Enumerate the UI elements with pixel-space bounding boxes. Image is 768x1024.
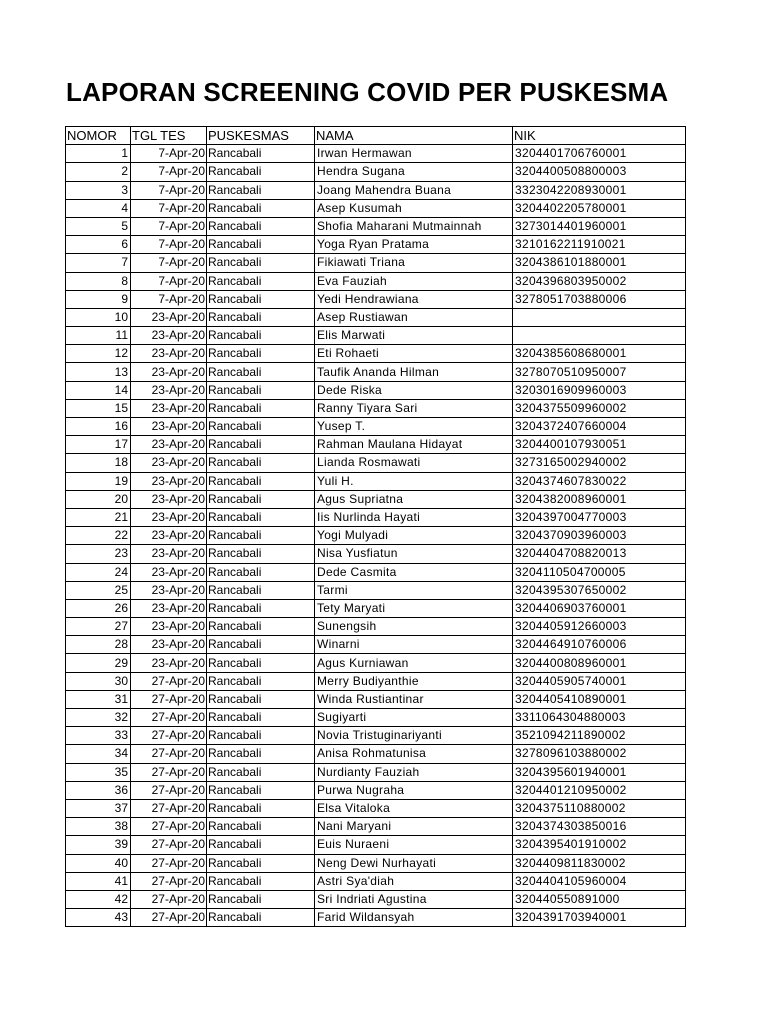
row-nomor: 39: [66, 836, 131, 854]
row-nomor: 18: [66, 454, 131, 472]
row-tgl-tes: 23-Apr-20: [131, 472, 207, 490]
row-nama: Ranny Tiyara Sari: [315, 399, 513, 417]
row-nik: 3204110504700005: [513, 563, 686, 581]
row-puskesmas: Rancabali: [207, 290, 315, 308]
table-row: [66, 763, 686, 781]
row-nik: 3204375110880002: [513, 799, 686, 817]
row-nomor: 10: [66, 308, 131, 326]
row-nik: [513, 327, 686, 345]
row-nomor: 14: [66, 381, 131, 399]
row-puskesmas: Rancabali: [207, 763, 315, 781]
row-nik: 3204370903960003: [513, 527, 686, 545]
row-tgl-tes: 23-Apr-20: [131, 654, 207, 672]
table-row: [66, 799, 686, 817]
row-nik: 3278096103880002: [513, 745, 686, 763]
row-nama: Asep Rustiawan: [315, 308, 513, 326]
row-nik: 3521094211890002: [513, 727, 686, 745]
table-row: [66, 345, 686, 363]
row-tgl-tes: 27-Apr-20: [131, 672, 207, 690]
header-nik: NIK: [513, 127, 686, 145]
table-body: [66, 145, 686, 927]
row-puskesmas: Rancabali: [207, 599, 315, 617]
row-tgl-tes: 7-Apr-20: [131, 236, 207, 254]
row-nomor: 19: [66, 472, 131, 490]
row-nik: 3204409811830002: [513, 854, 686, 872]
row-nomor: 21: [66, 508, 131, 526]
row-puskesmas: Rancabali: [207, 854, 315, 872]
row-puskesmas: Rancabali: [207, 799, 315, 817]
row-tgl-tes: 23-Apr-20: [131, 436, 207, 454]
row-puskesmas: Rancabali: [207, 181, 315, 199]
row-nomor: 4: [66, 199, 131, 217]
row-nik: 3204401706760001: [513, 145, 686, 163]
row-puskesmas: Rancabali: [207, 490, 315, 508]
row-nomor: 23: [66, 545, 131, 563]
row-nik: 3204375509960002: [513, 399, 686, 417]
row-nomor: 2: [66, 163, 131, 181]
table-row: [66, 418, 686, 436]
row-nomor: 25: [66, 581, 131, 599]
table-row: [66, 472, 686, 490]
row-puskesmas: Rancabali: [207, 418, 315, 436]
table-row: [66, 636, 686, 654]
row-puskesmas: Rancabali: [207, 618, 315, 636]
table-row: [66, 199, 686, 217]
header-tgl-tes: TGL TES: [131, 127, 207, 145]
row-nama: Taufik Ananda Hilman: [315, 363, 513, 381]
row-nik: 320440550891000: [513, 890, 686, 908]
table-row: [66, 818, 686, 836]
row-puskesmas: Rancabali: [207, 818, 315, 836]
row-nama: Yedi Hendrawiana: [315, 290, 513, 308]
row-nama: Eti Rohaeti: [315, 345, 513, 363]
row-puskesmas: Rancabali: [207, 254, 315, 272]
row-nama: Sunengsih: [315, 618, 513, 636]
row-puskesmas: Rancabali: [207, 308, 315, 326]
row-puskesmas: Rancabali: [207, 381, 315, 399]
row-nomor: 9: [66, 290, 131, 308]
row-puskesmas: Rancabali: [207, 745, 315, 763]
row-nik: 3204395401910002: [513, 836, 686, 854]
row-nomor: 20: [66, 490, 131, 508]
table-row: [66, 854, 686, 872]
table-row: [66, 508, 686, 526]
header-row: [66, 127, 686, 145]
row-nama: Yuli H.: [315, 472, 513, 490]
table-row: [66, 654, 686, 672]
row-nomor: 24: [66, 563, 131, 581]
row-tgl-tes: 23-Apr-20: [131, 618, 207, 636]
row-tgl-tes: 23-Apr-20: [131, 545, 207, 563]
header-nama: NAMA: [315, 127, 513, 145]
row-nama: Novia Tristuginariyanti: [315, 727, 513, 745]
row-puskesmas: Rancabali: [207, 672, 315, 690]
row-tgl-tes: 27-Apr-20: [131, 890, 207, 908]
row-tgl-tes: 7-Apr-20: [131, 163, 207, 181]
row-tgl-tes: 23-Apr-20: [131, 599, 207, 617]
row-nomor: 11: [66, 327, 131, 345]
row-puskesmas: Rancabali: [207, 217, 315, 235]
table-row: [66, 727, 686, 745]
row-nik: 3204401210950002: [513, 781, 686, 799]
row-nik: 3204402205780001: [513, 199, 686, 217]
row-tgl-tes: 27-Apr-20: [131, 709, 207, 727]
row-puskesmas: Rancabali: [207, 236, 315, 254]
row-nik: 3204386101880001: [513, 254, 686, 272]
row-tgl-tes: 23-Apr-20: [131, 454, 207, 472]
row-nama: Tarmi: [315, 581, 513, 599]
row-tgl-tes: 23-Apr-20: [131, 308, 207, 326]
table-row: [66, 399, 686, 417]
row-nomor: 36: [66, 781, 131, 799]
row-nama: Lianda Rosmawati: [315, 454, 513, 472]
row-nama: Asep Kusumah: [315, 199, 513, 217]
table-row: [66, 327, 686, 345]
row-tgl-tes: 23-Apr-20: [131, 381, 207, 399]
row-tgl-tes: 23-Apr-20: [131, 508, 207, 526]
row-tgl-tes: 27-Apr-20: [131, 818, 207, 836]
table-row: [66, 436, 686, 454]
row-tgl-tes: 27-Apr-20: [131, 799, 207, 817]
screening-table: [65, 126, 686, 927]
row-nik: 3204374607830022: [513, 472, 686, 490]
row-nomor: 31: [66, 690, 131, 708]
table-row: [66, 181, 686, 199]
row-nik: 3204400107930051: [513, 436, 686, 454]
row-nik: 3204405410890001: [513, 690, 686, 708]
row-nomor: 33: [66, 727, 131, 745]
row-puskesmas: Rancabali: [207, 690, 315, 708]
header-puskesmas: PUSKESMAS: [207, 127, 315, 145]
row-nomor: 29: [66, 654, 131, 672]
row-puskesmas: Rancabali: [207, 654, 315, 672]
row-puskesmas: Rancabali: [207, 508, 315, 526]
row-nik: 3204397004770003: [513, 508, 686, 526]
row-nama: Yusep T.: [315, 418, 513, 436]
row-puskesmas: Rancabali: [207, 527, 315, 545]
row-tgl-tes: 27-Apr-20: [131, 872, 207, 890]
row-tgl-tes: 23-Apr-20: [131, 563, 207, 581]
table-row: [66, 599, 686, 617]
row-nik: 3204395601940001: [513, 763, 686, 781]
row-puskesmas: Rancabali: [207, 363, 315, 381]
row-tgl-tes: 7-Apr-20: [131, 181, 207, 199]
row-puskesmas: Rancabali: [207, 399, 315, 417]
table-row: [66, 672, 686, 690]
row-nomor: 15: [66, 399, 131, 417]
row-nomor: 30: [66, 672, 131, 690]
table-row: [66, 363, 686, 381]
row-puskesmas: Rancabali: [207, 581, 315, 599]
row-nama: Purwa Nugraha: [315, 781, 513, 799]
table-row: [66, 890, 686, 908]
row-nik: 3204396803950002: [513, 272, 686, 290]
row-nama: Eva Fauziah: [315, 272, 513, 290]
row-nama: Dede Riska: [315, 381, 513, 399]
row-puskesmas: Rancabali: [207, 709, 315, 727]
row-puskesmas: Rancabali: [207, 272, 315, 290]
row-nik: 3203016909960003: [513, 381, 686, 399]
row-nama: Iis Nurlinda Hayati: [315, 508, 513, 526]
row-tgl-tes: 27-Apr-20: [131, 781, 207, 799]
row-nomor: 5: [66, 217, 131, 235]
row-nik: 3273014401960001: [513, 217, 686, 235]
table-row: [66, 454, 686, 472]
table-row: [66, 254, 686, 272]
row-nik: 3204385608680001: [513, 345, 686, 363]
row-nik: 3204464910760006: [513, 636, 686, 654]
row-nomor: 22: [66, 527, 131, 545]
row-nik: 3278070510950007: [513, 363, 686, 381]
row-tgl-tes: 27-Apr-20: [131, 836, 207, 854]
table-row: [66, 490, 686, 508]
row-tgl-tes: 7-Apr-20: [131, 272, 207, 290]
table-row: [66, 545, 686, 563]
row-nomor: 26: [66, 599, 131, 617]
row-tgl-tes: 23-Apr-20: [131, 527, 207, 545]
row-puskesmas: Rancabali: [207, 781, 315, 799]
row-nama: Elis Marwati: [315, 327, 513, 345]
row-nama: Winda Rustiantinar: [315, 690, 513, 708]
row-nama: Dede Casmita: [315, 563, 513, 581]
table-row: [66, 290, 686, 308]
row-puskesmas: Rancabali: [207, 836, 315, 854]
table-row: [66, 581, 686, 599]
row-nama: Sugiyarti: [315, 709, 513, 727]
row-nik: 3204404105960004: [513, 872, 686, 890]
row-nomor: 6: [66, 236, 131, 254]
row-nik: 3204382008960001: [513, 490, 686, 508]
row-puskesmas: Rancabali: [207, 636, 315, 654]
table-row: [66, 872, 686, 890]
row-nama: Nisa Yusfiatun: [315, 545, 513, 563]
row-nik: 3210162211910021: [513, 236, 686, 254]
row-puskesmas: Rancabali: [207, 345, 315, 363]
table-row: [66, 163, 686, 181]
row-nomor: 28: [66, 636, 131, 654]
row-nama: Euis Nuraeni: [315, 836, 513, 854]
row-tgl-tes: 27-Apr-20: [131, 727, 207, 745]
row-nomor: 12: [66, 345, 131, 363]
row-nik: 3204372407660004: [513, 418, 686, 436]
row-nomor: 41: [66, 872, 131, 890]
row-puskesmas: Rancabali: [207, 327, 315, 345]
table-row: [66, 272, 686, 290]
row-tgl-tes: 7-Apr-20: [131, 217, 207, 235]
row-nomor: 35: [66, 763, 131, 781]
row-tgl-tes: 23-Apr-20: [131, 399, 207, 417]
table-row: [66, 745, 686, 763]
row-nama: Anisa Rohmatunisa: [315, 745, 513, 763]
row-nik: 3204400508800003: [513, 163, 686, 181]
row-nama: Irwan Hermawan: [315, 145, 513, 163]
row-nomor: 42: [66, 890, 131, 908]
row-nomor: 34: [66, 745, 131, 763]
row-nama: Sri Indriati Agustina: [315, 890, 513, 908]
table-row: [66, 236, 686, 254]
row-tgl-tes: 23-Apr-20: [131, 418, 207, 436]
table-row: [66, 618, 686, 636]
row-nomor: 1: [66, 145, 131, 163]
row-nomor: 7: [66, 254, 131, 272]
row-nik: 3204374303850016: [513, 818, 686, 836]
row-nomor: 3: [66, 181, 131, 199]
row-nik: [513, 308, 686, 326]
table-row: [66, 527, 686, 545]
table-row: [66, 145, 686, 163]
row-puskesmas: Rancabali: [207, 909, 315, 927]
row-nama: Rahman Maulana Hidayat: [315, 436, 513, 454]
row-nama: Shofia Maharani Mutmainnah: [315, 217, 513, 235]
row-tgl-tes: 23-Apr-20: [131, 345, 207, 363]
row-nomor: 27: [66, 618, 131, 636]
row-nik: 3204406903760001: [513, 599, 686, 617]
row-nomor: 32: [66, 709, 131, 727]
row-nomor: 8: [66, 272, 131, 290]
table-row: [66, 690, 686, 708]
row-nama: Yogi Mulyadi: [315, 527, 513, 545]
row-nomor: 13: [66, 363, 131, 381]
row-nama: Elsa Vitaloka: [315, 799, 513, 817]
row-puskesmas: Rancabali: [207, 145, 315, 163]
table-row: [66, 709, 686, 727]
table-row: [66, 563, 686, 581]
table-row: [66, 217, 686, 235]
row-nik: 3278051703880006: [513, 290, 686, 308]
row-tgl-tes: 27-Apr-20: [131, 745, 207, 763]
row-nama: Astri Sya'diah: [315, 872, 513, 890]
row-nik: 3204400808960001: [513, 654, 686, 672]
row-nama: Tety Maryati: [315, 599, 513, 617]
row-nomor: 38: [66, 818, 131, 836]
row-puskesmas: Rancabali: [207, 199, 315, 217]
table-row: [66, 781, 686, 799]
table-row: [66, 381, 686, 399]
row-nama: Nurdianty Fauziah: [315, 763, 513, 781]
row-nik: 3204404708820013: [513, 545, 686, 563]
report-title: LAPORAN SCREENING COVID PER PUSKESMA: [66, 77, 669, 107]
row-nomor: 17: [66, 436, 131, 454]
row-nik: 3204405912660003: [513, 618, 686, 636]
row-nama: Agus Kurniawan: [315, 654, 513, 672]
row-tgl-tes: 7-Apr-20: [131, 290, 207, 308]
row-nama: Merry Budiyanthie: [315, 672, 513, 690]
row-nik: 3204391703940001: [513, 909, 686, 927]
row-nama: Hendra Sugana: [315, 163, 513, 181]
row-tgl-tes: 7-Apr-20: [131, 145, 207, 163]
row-nomor: 37: [66, 799, 131, 817]
row-puskesmas: Rancabali: [207, 436, 315, 454]
row-puskesmas: Rancabali: [207, 163, 315, 181]
row-nik: 3323042208930001: [513, 181, 686, 199]
row-nomor: 16: [66, 418, 131, 436]
row-tgl-tes: 23-Apr-20: [131, 363, 207, 381]
row-nama: Winarni: [315, 636, 513, 654]
row-nama: Yoga Ryan Pratama: [315, 236, 513, 254]
row-nik: 3273165002940002: [513, 454, 686, 472]
row-nama: Nani Maryani: [315, 818, 513, 836]
row-puskesmas: Rancabali: [207, 890, 315, 908]
row-tgl-tes: 23-Apr-20: [131, 581, 207, 599]
row-tgl-tes: 27-Apr-20: [131, 763, 207, 781]
row-nama: Fikiawati Triana: [315, 254, 513, 272]
row-nama: Joang Mahendra Buana: [315, 181, 513, 199]
row-nama: Neng Dewi Nurhayati: [315, 854, 513, 872]
row-puskesmas: Rancabali: [207, 563, 315, 581]
row-puskesmas: Rancabali: [207, 454, 315, 472]
row-puskesmas: Rancabali: [207, 545, 315, 563]
row-puskesmas: Rancabali: [207, 472, 315, 490]
row-puskesmas: Rancabali: [207, 872, 315, 890]
row-tgl-tes: 27-Apr-20: [131, 909, 207, 927]
row-tgl-tes: 23-Apr-20: [131, 636, 207, 654]
table-row: [66, 836, 686, 854]
table-row: [66, 308, 686, 326]
row-tgl-tes: 23-Apr-20: [131, 490, 207, 508]
row-tgl-tes: 7-Apr-20: [131, 199, 207, 217]
row-nik: 3204405905740001: [513, 672, 686, 690]
row-tgl-tes: 27-Apr-20: [131, 854, 207, 872]
header-nomor: NOMOR: [66, 127, 131, 145]
row-tgl-tes: 23-Apr-20: [131, 327, 207, 345]
row-nik: 3311064304880003: [513, 709, 686, 727]
row-tgl-tes: 27-Apr-20: [131, 690, 207, 708]
row-nama: Farid Wildansyah: [315, 909, 513, 927]
row-nama: Agus Supriatna: [315, 490, 513, 508]
table-row: [66, 909, 686, 927]
row-nik: 3204395307650002: [513, 581, 686, 599]
row-nomor: 43: [66, 909, 131, 927]
row-nomor: 40: [66, 854, 131, 872]
row-tgl-tes: 7-Apr-20: [131, 254, 207, 272]
row-puskesmas: Rancabali: [207, 727, 315, 745]
